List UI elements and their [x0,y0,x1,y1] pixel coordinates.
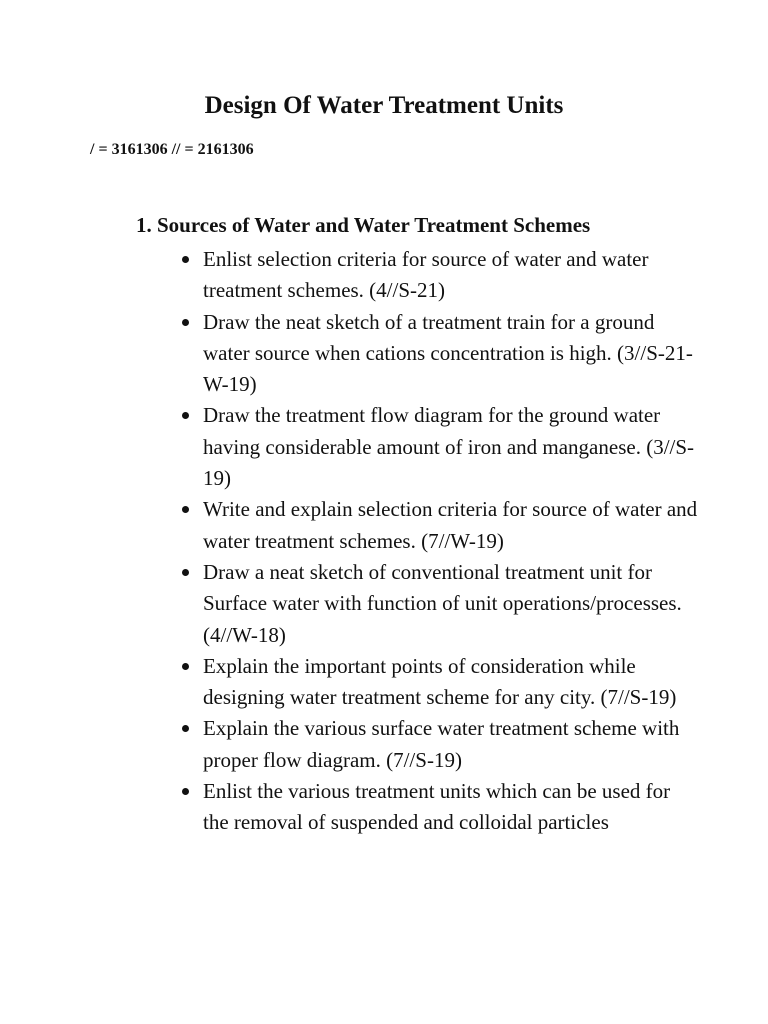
list-item [179,651,699,714]
bullet-icon [182,412,189,419]
section-heading: 1. Sources of Water and Water Treatment Schemes [136,213,591,237]
bullet-icon [182,725,189,732]
subject-code-line: / = 3161306 // = 2161306 [90,141,254,158]
bullet-icon [182,788,189,795]
question-list [179,244,699,839]
bullet-icon [182,506,189,513]
list-item [179,713,699,776]
list-item [179,557,699,651]
list-item [179,244,699,307]
list-item [179,494,699,557]
list-item [179,776,699,839]
list-item-text: Enlist the various treatment units which can be used for the removal of suspended and colloidal particles [203,779,671,835]
bullet-icon [182,663,189,670]
list-item-text: Explain the important points of consideration while designing water treatment scheme for any city. (7//S-19) [203,653,677,710]
bullet-icon [182,319,189,326]
bullet-icon [182,256,189,263]
list-item-text: Draw the treatment flow diagram for the ground water having considerable amount of iron and manganese. (3//S-19) [203,403,695,491]
list-item-text: Explain the various surface water treatment scheme with proper flow diagram. (7//S-19) [203,716,680,772]
page-title: Design Of Water Treatment Units [204,92,564,119]
list-item [179,400,699,494]
list-item-text: Write and explain selection criteria for source of water and water treatment schemes. (7//W-19) [203,497,698,553]
list-item-text: Enlist selection criteria for source of water and water treatment schemes. (4//S-21) [203,247,649,303]
bullet-icon [182,569,189,576]
list-item-text: Draw the neat sketch of a treatment train for a ground water source when cations concentration is high. (3//S-21-W-19) [203,309,693,397]
list-item [179,307,699,401]
list-item-text: Draw a neat sketch of conventional treatment unit for Surface water with function of unit operations/processes. (4//W-18) [203,559,682,647]
